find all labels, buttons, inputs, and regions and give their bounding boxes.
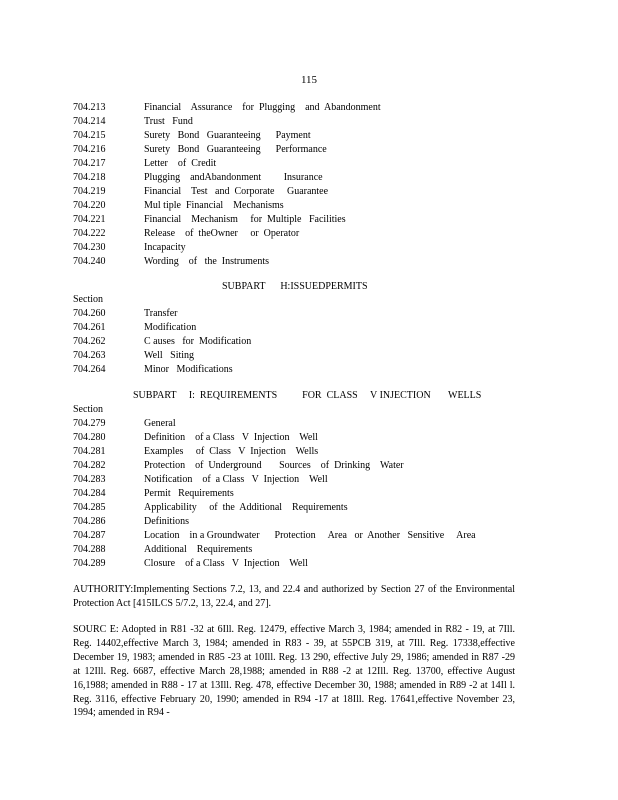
section-row — [73, 115, 381, 129]
section-number: 704.230 — [73, 242, 106, 253]
section-title: Release of theOwner or Operator — [144, 228, 300, 239]
section-title: Definitions — [144, 516, 189, 527]
section-title: C auses for Modification — [144, 336, 252, 347]
authority-paragraph: AUTHORITY:Implementing Sections 7.2, 13, and 22.4 and authorized by Section 27 of the Environmental Protection Act [415ILCS 5/7.2, 13, 22.4, and 27]. — [73, 584, 515, 609]
section-number: 704.260 — [73, 308, 106, 319]
section-number: 704.282 — [73, 460, 106, 471]
section-title: Additional Requirements — [144, 544, 253, 555]
section-row — [73, 199, 381, 213]
section-label: Section — [73, 294, 103, 305]
section-number: 704.280 — [73, 432, 106, 443]
section-row — [73, 349, 251, 363]
section-row — [73, 241, 381, 255]
section-number: 704.240 — [73, 256, 106, 267]
section-number: 704.261 — [73, 322, 106, 333]
section-row — [73, 543, 476, 557]
section-row — [73, 487, 476, 501]
section-title: Applicability of the Additional Requirements — [144, 502, 348, 513]
section-row — [73, 255, 381, 269]
section-title: Financial Assurance for Plugging and Abandonment — [144, 102, 381, 113]
page-number: 115 — [300, 74, 318, 86]
section-list-class-v — [73, 417, 476, 571]
section-row — [73, 515, 476, 529]
section-title: Financial Mechanism for Multiple Facilities — [144, 214, 346, 225]
section-title: Financial Test and Corporate Guarantee — [144, 186, 329, 197]
section-title: Modification — [144, 322, 197, 333]
section-row — [73, 557, 476, 571]
section-row — [73, 417, 476, 431]
section-title: Wording of the Instruments — [144, 256, 270, 267]
section-row — [73, 143, 381, 157]
section-number: 704.214 — [73, 116, 106, 127]
section-label: Section — [73, 404, 103, 415]
section-title: Well Siting — [144, 350, 195, 361]
section-number: 704.220 — [73, 200, 106, 211]
section-number: 704.288 — [73, 544, 106, 555]
section-number: 704.262 — [73, 336, 106, 347]
section-title: Transfer — [144, 308, 178, 319]
section-number: 704.286 — [73, 516, 106, 527]
section-number: 704.264 — [73, 364, 106, 375]
section-title: Permit Requirements — [144, 488, 234, 499]
section-number: 704.285 — [73, 502, 106, 513]
section-title: Examples of Class V Injection Wells — [144, 446, 319, 457]
section-row — [73, 171, 381, 185]
section-row — [73, 129, 381, 143]
section-number: 704.281 — [73, 446, 106, 457]
section-row — [73, 321, 251, 335]
section-row — [73, 335, 251, 349]
section-title: Letter of Credit — [144, 158, 217, 169]
source-paragraph: SOURC E: Adopted in R81 -32 at 6Ill. Reg. 12479, effective March 3, 1984; amended in R82 - 19, at 7Ill. Reg. 14402,effective March 3, 1984; amended in R83 - 39, at 55PCB 319, at 7Ill. Reg. 17338,effective December 19, 1983; amended in R85 -23 at 10Ill. Reg. 13 290, effective July 29, 1986; amended in R87 -29 at 12Ill. Reg. 6687, effective March 28,1988; amended in R88 -2 at 12Ill. Reg. 13700, effective August 16,1988; amended in R88 - 17 at 13Ill. Reg. 478, effective December 30, 1988; amended in R89 -2 at 14Il l. Reg. 3116, effective February 20, 1990; amended in R94 -17 at 18Ill. Reg. 17641,effective November 23, 1994; amended in R94 - — [73, 624, 515, 719]
section-list-permits — [73, 307, 251, 377]
section-number: 704.219 — [73, 186, 106, 197]
section-number: 704.289 — [73, 558, 106, 569]
section-number: 704.279 — [73, 418, 106, 429]
section-title: Mul tiple Financial Mechanisms — [144, 200, 284, 211]
section-row — [73, 227, 381, 241]
section-number: 704.221 — [73, 214, 106, 225]
section-number: 704.216 — [73, 144, 106, 155]
section-row — [73, 459, 476, 473]
section-row — [73, 431, 476, 445]
section-number: 704.217 — [73, 158, 106, 169]
section-list-general — [73, 101, 381, 269]
section-row — [73, 101, 381, 115]
subpart-h-heading: SUBPART H:ISSUEDPERMITS — [222, 281, 368, 292]
section-number: 704.263 — [73, 350, 106, 361]
section-title: Protection of Underground Sources of Drinking Water — [144, 460, 404, 471]
subpart-i-heading: SUBPART I: REQUIREMENTS FOR CLASS V INJECTION WELLS — [133, 390, 482, 401]
section-title: Location in a Groundwater Protection Area or Another Sensitive Area — [144, 530, 476, 541]
section-number: 704.213 — [73, 102, 106, 113]
section-row — [73, 363, 251, 377]
section-title: Plugging andAbandonment Insurance — [144, 172, 323, 183]
section-row — [73, 473, 476, 487]
section-title: Surety Bond Guaranteeing Payment — [144, 130, 311, 141]
section-title: Minor Modifications — [144, 364, 233, 375]
section-number: 704.287 — [73, 530, 106, 541]
section-row — [73, 157, 381, 171]
section-row — [73, 501, 476, 515]
section-title: Surety Bond Guaranteeing Performance — [144, 144, 327, 155]
section-title: Definition of a Class V Injection Well — [144, 432, 318, 443]
section-row — [73, 529, 476, 543]
section-row — [73, 185, 381, 199]
section-row — [73, 445, 476, 459]
section-number: 704.215 — [73, 130, 106, 141]
section-number: 704.222 — [73, 228, 106, 239]
section-title: Trust Fund — [144, 116, 193, 127]
section-title: Incapacity — [144, 242, 186, 253]
section-number: 704.283 — [73, 474, 106, 485]
section-number: 704.218 — [73, 172, 106, 183]
section-row — [73, 213, 381, 227]
section-title: General — [144, 418, 176, 429]
section-title: Notification of a Class V Injection Well — [144, 474, 328, 485]
section-number: 704.284 — [73, 488, 106, 499]
section-row — [73, 307, 251, 321]
section-title: Closure of a Class V Injection Well — [144, 558, 308, 569]
